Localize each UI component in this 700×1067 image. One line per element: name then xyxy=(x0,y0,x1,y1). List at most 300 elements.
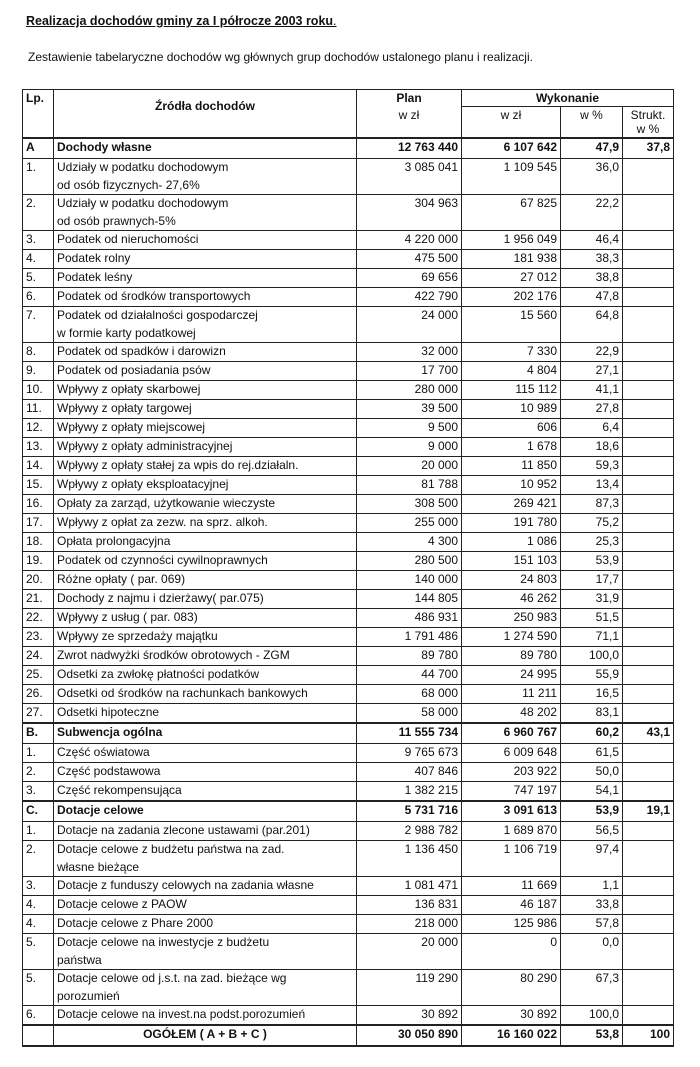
row-pct: 31,9 xyxy=(561,590,623,609)
row-plan: 30 892 xyxy=(357,1006,462,1026)
row-struct xyxy=(623,514,674,533)
row-exec xyxy=(462,859,561,877)
row-exec: 1 109 545 xyxy=(462,159,561,178)
row-pct: 33,8 xyxy=(561,896,623,915)
table-row xyxy=(23,514,674,533)
row-pct: 100,0 xyxy=(561,647,623,666)
row-plan: 255 000 xyxy=(357,514,462,533)
table-row xyxy=(23,231,674,250)
row-name: Dotacje celowe na inwestycje z budżetu xyxy=(54,934,357,953)
row-pct: 53,9 xyxy=(561,552,623,571)
row-name: Dotacje celowe z Phare 2000 xyxy=(54,915,357,934)
row-plan: 39 500 xyxy=(357,400,462,419)
row-struct xyxy=(623,952,674,970)
row-lp: 9. xyxy=(23,362,54,381)
row-plan: 2 988 782 xyxy=(357,822,462,841)
row-pct: 0,0 xyxy=(561,934,623,953)
row-struct xyxy=(623,763,674,782)
row-plan: 475 500 xyxy=(357,250,462,269)
row-lp: 26. xyxy=(23,685,54,704)
total-plan: 30 050 890 xyxy=(357,1025,462,1046)
table-row xyxy=(23,915,674,934)
row-pct: 38,8 xyxy=(561,269,623,288)
row-name: Dotacje na zadania zlecone ustawami (par.201) xyxy=(54,822,357,841)
row-plan: 68 000 xyxy=(357,685,462,704)
row-exec: 1 678 xyxy=(462,438,561,457)
row-exec: 46 262 xyxy=(462,590,561,609)
row-plan: 1 081 471 xyxy=(357,877,462,896)
row-pct: 25,3 xyxy=(561,533,623,552)
total-exec: 16 160 022 xyxy=(462,1025,561,1046)
row-struct xyxy=(623,159,674,178)
row-lp: 1. xyxy=(23,822,54,841)
row-exec: 606 xyxy=(462,419,561,438)
row-pct: 38,3 xyxy=(561,250,623,269)
row-struct xyxy=(623,704,674,724)
row-struct xyxy=(623,495,674,514)
row-name: Podatek od czynności cywilnoprawnych xyxy=(54,552,357,571)
row-plan: 304 963 xyxy=(357,195,462,214)
row-exec: 80 290 xyxy=(462,970,561,989)
row-pct: 13,4 xyxy=(561,476,623,495)
row-lp xyxy=(23,988,54,1006)
row-name: Udziały w podatku dochodowym xyxy=(54,159,357,178)
row-name: Opłaty za zarząd, użytkowanie wieczyste xyxy=(54,495,357,514)
row-struct xyxy=(623,269,674,288)
row-struct xyxy=(623,571,674,590)
total-lp xyxy=(23,1025,54,1046)
section-exec: 6 960 767 xyxy=(462,723,561,744)
row-struct xyxy=(623,822,674,841)
table-row xyxy=(23,457,674,476)
header-plan: Plan xyxy=(357,90,462,107)
row-struct xyxy=(623,590,674,609)
row-exec: 151 103 xyxy=(462,552,561,571)
header-plan-unit: w zł xyxy=(357,107,462,139)
row-lp: 16. xyxy=(23,495,54,514)
row-pct: 22,9 xyxy=(561,343,623,362)
row-name: Część oświatowa xyxy=(54,744,357,763)
section-lp: C. xyxy=(23,801,54,822)
row-plan: 4 220 000 xyxy=(357,231,462,250)
row-name: Wpływy z opłaty stałej za wpis do rej.działaln. xyxy=(54,457,357,476)
row-lp: 6. xyxy=(23,288,54,307)
row-lp: 15. xyxy=(23,476,54,495)
row-pct xyxy=(561,952,623,970)
section-plan: 11 555 734 xyxy=(357,723,462,744)
row-plan: 1 382 215 xyxy=(357,782,462,802)
header-lp: Lp. xyxy=(23,90,54,107)
table-row xyxy=(23,934,674,953)
row-lp: 2. xyxy=(23,763,54,782)
row-struct xyxy=(623,685,674,704)
row-plan: 89 780 xyxy=(357,647,462,666)
row-pct: 87,3 xyxy=(561,495,623,514)
header-lp-empty xyxy=(23,107,54,139)
row-name: Opłata prolongacyjna xyxy=(54,533,357,552)
row-plan: 20 000 xyxy=(357,934,462,953)
table-row xyxy=(23,288,674,307)
row-name: Wpływy ze sprzedaży majątku xyxy=(54,628,357,647)
table-row xyxy=(23,419,674,438)
row-lp: 1. xyxy=(23,159,54,178)
total-pct: 53,8 xyxy=(561,1025,623,1046)
row-plan: 4 300 xyxy=(357,533,462,552)
row-exec xyxy=(462,952,561,970)
row-struct xyxy=(623,988,674,1006)
row-lp xyxy=(23,325,54,343)
row-struct xyxy=(623,362,674,381)
row-name: Podatek leśny xyxy=(54,269,357,288)
row-plan: 280 000 xyxy=(357,381,462,400)
header-struct xyxy=(623,107,674,139)
row-struct xyxy=(623,896,674,915)
total-struct: 100 xyxy=(623,1025,674,1046)
row-lp: 2. xyxy=(23,841,54,860)
table-row xyxy=(23,195,674,214)
row-name-continuation: porozumień xyxy=(54,988,357,1006)
table-row xyxy=(23,704,674,724)
row-exec: 202 176 xyxy=(462,288,561,307)
row-exec: 1 086 xyxy=(462,533,561,552)
table-row xyxy=(23,822,674,841)
row-plan: 218 000 xyxy=(357,915,462,934)
row-pct xyxy=(561,177,623,195)
row-exec: 191 780 xyxy=(462,514,561,533)
row-exec: 6 009 648 xyxy=(462,744,561,763)
row-pct: 1,1 xyxy=(561,877,623,896)
section-plan: 5 731 716 xyxy=(357,801,462,822)
row-pct: 71,1 xyxy=(561,628,623,647)
row-plan: 308 500 xyxy=(357,495,462,514)
row-exec xyxy=(462,325,561,343)
row-exec: 181 938 xyxy=(462,250,561,269)
row-lp: 20. xyxy=(23,571,54,590)
row-exec: 24 995 xyxy=(462,666,561,685)
row-lp: 24. xyxy=(23,647,54,666)
row-lp: 17. xyxy=(23,514,54,533)
section-plan: 12 763 440 xyxy=(357,138,462,159)
row-plan: 9 500 xyxy=(357,419,462,438)
row-lp: 12. xyxy=(23,419,54,438)
section-row xyxy=(23,138,674,159)
row-struct xyxy=(623,419,674,438)
row-pct: 18,6 xyxy=(561,438,623,457)
title-text: Realizacja dochodów gminy za I półrocze 2003 roku xyxy=(26,14,334,28)
row-plan: 44 700 xyxy=(357,666,462,685)
row-lp: 5. xyxy=(23,970,54,989)
row-plan xyxy=(357,325,462,343)
row-lp xyxy=(23,177,54,195)
row-struct xyxy=(623,552,674,571)
table-row-continuation xyxy=(23,952,674,970)
row-name: Wpływy z opłaty targowej xyxy=(54,400,357,419)
row-exec: 1 956 049 xyxy=(462,231,561,250)
row-struct xyxy=(623,628,674,647)
row-struct xyxy=(623,841,674,860)
row-plan: 20 000 xyxy=(357,457,462,476)
header-struct-pct: w % xyxy=(636,122,660,136)
section-name: Dotacje celowe xyxy=(54,801,357,822)
row-pct: 100,0 xyxy=(561,1006,623,1026)
row-exec: 46 187 xyxy=(462,896,561,915)
row-lp: 3. xyxy=(23,877,54,896)
row-name: Wpływy z opłaty skarbowej xyxy=(54,381,357,400)
row-plan: 136 831 xyxy=(357,896,462,915)
row-struct xyxy=(623,343,674,362)
row-pct xyxy=(561,325,623,343)
row-lp xyxy=(23,213,54,231)
row-pct: 46,4 xyxy=(561,231,623,250)
row-exec: 30 892 xyxy=(462,1006,561,1026)
row-exec: 1 274 590 xyxy=(462,628,561,647)
table-row xyxy=(23,381,674,400)
row-struct xyxy=(623,970,674,989)
row-pct: 75,2 xyxy=(561,514,623,533)
row-pct: 51,5 xyxy=(561,609,623,628)
row-lp: 1. xyxy=(23,744,54,763)
row-pct: 47,8 xyxy=(561,288,623,307)
row-lp: 4. xyxy=(23,896,54,915)
row-exec: 11 211 xyxy=(462,685,561,704)
row-exec: 0 xyxy=(462,934,561,953)
row-pct xyxy=(561,213,623,231)
table-row xyxy=(23,571,674,590)
row-lp: 8. xyxy=(23,343,54,362)
row-pct: 41,1 xyxy=(561,381,623,400)
row-exec: 1 106 719 xyxy=(462,841,561,860)
row-struct xyxy=(623,1006,674,1026)
table-row xyxy=(23,438,674,457)
row-struct xyxy=(623,438,674,457)
row-plan: 81 788 xyxy=(357,476,462,495)
row-struct xyxy=(623,307,674,326)
row-plan: 69 656 xyxy=(357,269,462,288)
row-name: Część podstawowa xyxy=(54,763,357,782)
row-struct xyxy=(623,877,674,896)
table-row xyxy=(23,841,674,860)
row-exec: 67 825 xyxy=(462,195,561,214)
row-exec: 269 421 xyxy=(462,495,561,514)
header-row-2 xyxy=(23,107,674,139)
row-name: Wpływy z opłaty administracyjnej xyxy=(54,438,357,457)
header-exec-unit: w zł xyxy=(462,107,561,139)
row-exec: 4 804 xyxy=(462,362,561,381)
row-name-continuation: własne bieżące xyxy=(54,859,357,877)
table-row xyxy=(23,159,674,178)
row-name-continuation: od osób fizycznych- 27,6% xyxy=(54,177,357,195)
document-subtitle: Zestawienie tabelaryczne dochodów wg głównych grup dochodów ustalonego planu i realizacji. xyxy=(28,50,533,64)
table-row xyxy=(23,362,674,381)
row-lp: 2. xyxy=(23,195,54,214)
table-row xyxy=(23,782,674,802)
row-struct xyxy=(623,457,674,476)
table-row xyxy=(23,495,674,514)
row-pct xyxy=(561,859,623,877)
row-plan: 24 000 xyxy=(357,307,462,326)
row-pct: 83,1 xyxy=(561,704,623,724)
row-exec xyxy=(462,988,561,1006)
table-row-continuation xyxy=(23,988,674,1006)
table-row xyxy=(23,647,674,666)
row-lp: 22. xyxy=(23,609,54,628)
row-lp: 14. xyxy=(23,457,54,476)
row-pct: 22,2 xyxy=(561,195,623,214)
row-name: Podatek rolny xyxy=(54,250,357,269)
table-row xyxy=(23,744,674,763)
row-struct xyxy=(623,476,674,495)
row-pct: 57,8 xyxy=(561,915,623,934)
row-name: Zwrot nadwyżki środków obrotowych - ZGM xyxy=(54,647,357,666)
row-lp xyxy=(23,952,54,970)
row-name-continuation: państwa xyxy=(54,952,357,970)
row-name-continuation: od osób prawnych-5% xyxy=(54,213,357,231)
row-struct xyxy=(623,195,674,214)
row-plan: 1 136 450 xyxy=(357,841,462,860)
table-row xyxy=(23,666,674,685)
row-lp: 4. xyxy=(23,915,54,934)
row-plan xyxy=(357,952,462,970)
row-struct xyxy=(623,609,674,628)
row-struct xyxy=(623,325,674,343)
row-name: Wpływy z opłat za zezw. na sprz. alkoh. xyxy=(54,514,357,533)
row-lp: 13. xyxy=(23,438,54,457)
row-lp: 23. xyxy=(23,628,54,647)
document-title xyxy=(26,14,337,28)
row-name: Dotacje celowe z PAOW xyxy=(54,896,357,915)
row-lp xyxy=(23,859,54,877)
row-lp: 5. xyxy=(23,934,54,953)
row-pct: 55,9 xyxy=(561,666,623,685)
total-row xyxy=(23,1025,674,1046)
table-row xyxy=(23,269,674,288)
row-exec: 15 560 xyxy=(462,307,561,326)
section-pct: 60,2 xyxy=(561,723,623,744)
row-struct xyxy=(623,934,674,953)
table-row xyxy=(23,763,674,782)
row-name: Dotacje celowe od j.s.t. na zad. bieżące wg xyxy=(54,970,357,989)
table-row xyxy=(23,552,674,571)
header-execution: Wykonanie xyxy=(462,90,674,107)
row-name: Udziały w podatku dochodowym xyxy=(54,195,357,214)
row-pct: 97,4 xyxy=(561,841,623,860)
row-struct xyxy=(623,288,674,307)
row-lp: 4. xyxy=(23,250,54,269)
row-exec: 10 952 xyxy=(462,476,561,495)
row-pct: 54,1 xyxy=(561,782,623,802)
row-exec: 250 983 xyxy=(462,609,561,628)
row-exec: 115 112 xyxy=(462,381,561,400)
row-name: Odsetki od środków na rachunkach bankowych xyxy=(54,685,357,704)
table-row xyxy=(23,628,674,647)
row-name: Podatek od spadków i darowizn xyxy=(54,343,357,362)
row-name: Wpływy z opłaty miejscowej xyxy=(54,419,357,438)
row-plan xyxy=(357,213,462,231)
table-row xyxy=(23,896,674,915)
header-exec-pct: w % xyxy=(561,107,623,139)
table-row xyxy=(23,609,674,628)
row-name: Dotacje celowe z budżetu państwa na zad. xyxy=(54,841,357,860)
table-row xyxy=(23,250,674,269)
row-pct: 27,1 xyxy=(561,362,623,381)
row-exec xyxy=(462,213,561,231)
row-exec: 125 986 xyxy=(462,915,561,934)
row-plan: 9 000 xyxy=(357,438,462,457)
section-pct: 53,9 xyxy=(561,801,623,822)
row-exec: 11 850 xyxy=(462,457,561,476)
row-pct: 61,5 xyxy=(561,744,623,763)
section-struct: 37,8 xyxy=(623,138,674,159)
row-exec: 11 669 xyxy=(462,877,561,896)
section-pct: 47,9 xyxy=(561,138,623,159)
row-struct xyxy=(623,915,674,934)
row-name: Dotacje celowe na invest.na podst.porozumień xyxy=(54,1006,357,1026)
total-name: OGÓŁEM ( A + B + C ) xyxy=(54,1025,357,1046)
row-pct: 64,8 xyxy=(561,307,623,326)
row-plan xyxy=(357,859,462,877)
table-row xyxy=(23,685,674,704)
row-plan: 144 805 xyxy=(357,590,462,609)
section-exec: 6 107 642 xyxy=(462,138,561,159)
row-pct xyxy=(561,988,623,1006)
section-struct: 19,1 xyxy=(623,801,674,822)
row-name: Dochody z najmu i dzierżawy( par.075) xyxy=(54,590,357,609)
title-dot: . xyxy=(333,14,337,28)
table-row xyxy=(23,400,674,419)
row-exec: 89 780 xyxy=(462,647,561,666)
row-pct: 36,0 xyxy=(561,159,623,178)
row-struct xyxy=(623,231,674,250)
row-name: Wpływy z opłaty eksploatacyjnej xyxy=(54,476,357,495)
row-pct: 67,3 xyxy=(561,970,623,989)
table-row-continuation xyxy=(23,213,674,231)
row-pct: 50,0 xyxy=(561,763,623,782)
row-plan xyxy=(357,177,462,195)
row-struct xyxy=(623,533,674,552)
row-plan: 486 931 xyxy=(357,609,462,628)
row-lp: 3. xyxy=(23,231,54,250)
row-pct: 16,5 xyxy=(561,685,623,704)
section-lp: B. xyxy=(23,723,54,744)
row-lp: 11. xyxy=(23,400,54,419)
row-exec: 24 803 xyxy=(462,571,561,590)
row-name: Odsetki hipoteczne xyxy=(54,704,357,724)
row-struct xyxy=(623,213,674,231)
row-plan: 422 790 xyxy=(357,288,462,307)
row-exec: 27 012 xyxy=(462,269,561,288)
row-exec: 203 922 xyxy=(462,763,561,782)
row-plan: 58 000 xyxy=(357,704,462,724)
table-row xyxy=(23,877,674,896)
row-plan: 1 791 486 xyxy=(357,628,462,647)
row-pct: 59,3 xyxy=(561,457,623,476)
row-name-continuation: w formie karty podatkowej xyxy=(54,325,357,343)
row-struct xyxy=(623,250,674,269)
row-lp: 19. xyxy=(23,552,54,571)
section-row xyxy=(23,801,674,822)
table-row xyxy=(23,307,674,326)
row-pct: 6,4 xyxy=(561,419,623,438)
row-exec: 1 689 870 xyxy=(462,822,561,841)
row-lp: 7. xyxy=(23,307,54,326)
table-row-continuation xyxy=(23,859,674,877)
row-struct xyxy=(623,666,674,685)
section-lp: A xyxy=(23,138,54,159)
row-lp: 5. xyxy=(23,269,54,288)
row-lp: 10. xyxy=(23,381,54,400)
row-exec: 7 330 xyxy=(462,343,561,362)
row-struct xyxy=(623,744,674,763)
